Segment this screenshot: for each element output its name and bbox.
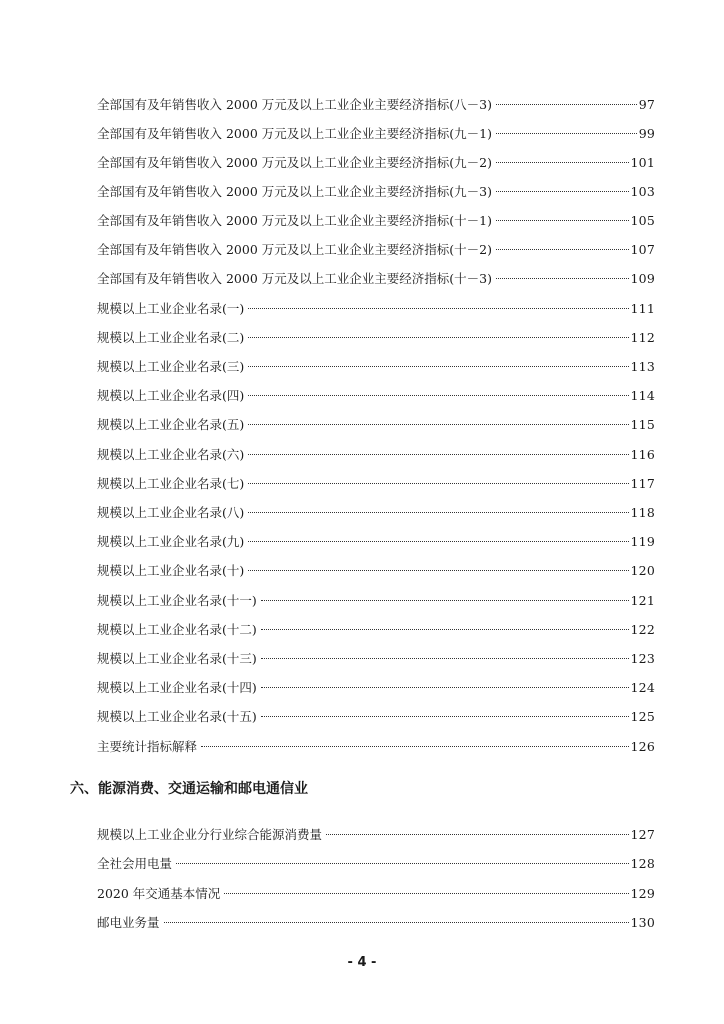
toc-entry[interactable] <box>97 444 655 466</box>
leader-dots <box>496 220 629 221</box>
toc-entry[interactable] <box>97 414 655 436</box>
toc-entry-page: 124 <box>630 680 655 695</box>
toc-entry[interactable] <box>97 736 655 758</box>
toc-entry-page: 107 <box>630 242 655 257</box>
toc-entry[interactable] <box>97 531 655 553</box>
toc-entry[interactable] <box>97 268 655 290</box>
toc-entry-title: 规模以上工业企业分行业综合能源消费量 <box>97 827 323 842</box>
toc-entry[interactable] <box>97 912 655 934</box>
toc-entry-page: 126 <box>630 739 655 754</box>
toc-entry-page: 119 <box>630 534 655 549</box>
leader-dots <box>248 308 628 309</box>
toc-entry-title: 全社会用电量 <box>97 856 173 871</box>
toc-entry[interactable] <box>97 94 655 116</box>
toc-entry[interactable] <box>97 883 655 905</box>
toc-entry[interactable] <box>97 356 655 378</box>
toc-entry[interactable] <box>97 298 655 320</box>
section-heading: 六、能源消费、交通运输和邮电通信业 <box>70 781 308 797</box>
leader-dots <box>248 512 628 513</box>
toc-entry-title: 全部国有及年销售收入 2000 万元及以上工业企业主要经济指标(九－1) <box>97 126 492 141</box>
toc-entry-page: 120 <box>630 563 655 578</box>
toc-entry-page: 123 <box>630 651 655 666</box>
toc-entry-title: 全部国有及年销售收入 2000 万元及以上工业企业主要经济指标(九－2) <box>97 155 492 170</box>
toc-entry-page: 101 <box>630 155 655 170</box>
toc-entry-title: 规模以上工业企业名录(五) <box>97 417 245 432</box>
leader-dots <box>496 249 629 250</box>
leader-dots <box>496 133 637 134</box>
toc-entry[interactable] <box>97 502 655 524</box>
leader-dots <box>248 366 628 367</box>
toc-entry-title: 规模以上工业企业名录(二) <box>97 330 245 345</box>
toc-entry-page: 109 <box>630 271 655 286</box>
toc-entry-page: 114 <box>630 388 655 403</box>
toc-entry-title: 规模以上工业企业名录(十一) <box>97 593 257 608</box>
toc-entry-title: 规模以上工业企业名录(八) <box>97 505 245 520</box>
page-number: - 4 - <box>347 955 377 970</box>
toc-entry-page: 127 <box>630 827 655 842</box>
toc-entry[interactable] <box>97 181 655 203</box>
toc-entry-page: 113 <box>630 359 655 374</box>
leader-dots <box>224 893 628 894</box>
leader-dots <box>496 278 629 279</box>
toc-entry-page: 128 <box>630 856 655 871</box>
leader-dots <box>248 483 628 484</box>
toc-entry[interactable] <box>97 385 655 407</box>
toc-entry-title: 全部国有及年销售收入 2000 万元及以上工业企业主要经济指标(八－3) <box>97 97 492 112</box>
leader-dots <box>201 746 629 747</box>
toc-entry-title: 2020 年交通基本情况 <box>97 886 221 901</box>
toc-entry[interactable] <box>97 677 655 699</box>
leader-dots <box>261 687 629 688</box>
leader-dots <box>261 658 629 659</box>
toc-entry-title: 规模以上工业企业名录(十) <box>97 563 245 578</box>
toc-entry[interactable] <box>97 152 655 174</box>
toc-entry-title: 规模以上工业企业名录(四) <box>97 388 245 403</box>
toc-entry-title: 全部国有及年销售收入 2000 万元及以上工业企业主要经济指标(十－1) <box>97 213 492 228</box>
toc-entry-page: 130 <box>630 915 655 930</box>
toc-entry-title: 全部国有及年销售收入 2000 万元及以上工业企业主要经济指标(九－3) <box>97 184 492 199</box>
toc-entry[interactable] <box>97 473 655 495</box>
toc-entry-title: 规模以上工业企业名录(三) <box>97 359 245 374</box>
leader-dots <box>496 104 637 105</box>
toc-entry-page: 99 <box>638 126 655 141</box>
toc-entry-page: 111 <box>630 301 655 316</box>
leader-dots <box>261 716 629 717</box>
toc-entry-title: 主要统计指标解释 <box>97 739 198 754</box>
leader-dots <box>248 570 628 571</box>
toc-entry-title: 规模以上工业企业名录(六) <box>97 447 245 462</box>
toc-entry-page: 112 <box>630 330 655 345</box>
toc-entry-title: 规模以上工业企业名录(一) <box>97 301 245 316</box>
toc-entry-page: 103 <box>630 184 655 199</box>
toc-entry[interactable] <box>97 560 655 582</box>
leader-dots <box>261 600 629 601</box>
leader-dots <box>496 191 629 192</box>
toc-entry-page: 97 <box>638 97 655 112</box>
leader-dots <box>496 162 629 163</box>
leader-dots <box>176 863 629 864</box>
leader-dots <box>248 337 628 338</box>
leader-dots <box>248 395 628 396</box>
toc-entry[interactable] <box>97 123 655 145</box>
toc-entry[interactable] <box>97 239 655 261</box>
toc-entry-title: 规模以上工业企业名录(十三) <box>97 651 257 666</box>
toc-entry[interactable] <box>97 210 655 232</box>
toc-entry-title: 邮电业务量 <box>97 915 160 930</box>
toc-entry-page: 122 <box>630 622 655 637</box>
leader-dots <box>326 834 629 835</box>
leader-dots <box>248 424 628 425</box>
toc-entry-page: 121 <box>630 593 655 608</box>
toc-entry[interactable] <box>97 327 655 349</box>
toc-entry-title: 规模以上工业企业名录(十二) <box>97 622 257 637</box>
toc-entry-page: 125 <box>630 709 655 724</box>
toc-entry-title: 全部国有及年销售收入 2000 万元及以上工业企业主要经济指标(十－2) <box>97 242 492 257</box>
toc-entry[interactable] <box>97 824 655 846</box>
leader-dots <box>248 454 628 455</box>
toc-entry[interactable] <box>97 853 655 875</box>
toc-entry-title: 规模以上工业企业名录(七) <box>97 476 245 491</box>
toc-entry-title: 规模以上工业企业名录(九) <box>97 534 245 549</box>
toc-entry-page: 105 <box>630 213 655 228</box>
toc-entry-title: 规模以上工业企业名录(十五) <box>97 709 257 724</box>
leader-dots <box>164 922 629 923</box>
toc-entry[interactable] <box>97 590 655 612</box>
toc-entry[interactable] <box>97 648 655 670</box>
toc-entry-page: 118 <box>630 505 655 520</box>
toc-entry-page: 116 <box>630 447 655 462</box>
toc-entry[interactable] <box>97 706 655 728</box>
toc-entry-page: 115 <box>630 417 655 432</box>
toc-entry[interactable] <box>97 619 655 641</box>
toc-entry-title: 规模以上工业企业名录(十四) <box>97 680 257 695</box>
leader-dots <box>248 541 628 542</box>
toc-entry-page: 117 <box>630 476 655 491</box>
leader-dots <box>261 629 629 630</box>
toc-entry-page: 129 <box>630 886 655 901</box>
toc-entry-title: 全部国有及年销售收入 2000 万元及以上工业企业主要经济指标(十－3) <box>97 271 492 286</box>
